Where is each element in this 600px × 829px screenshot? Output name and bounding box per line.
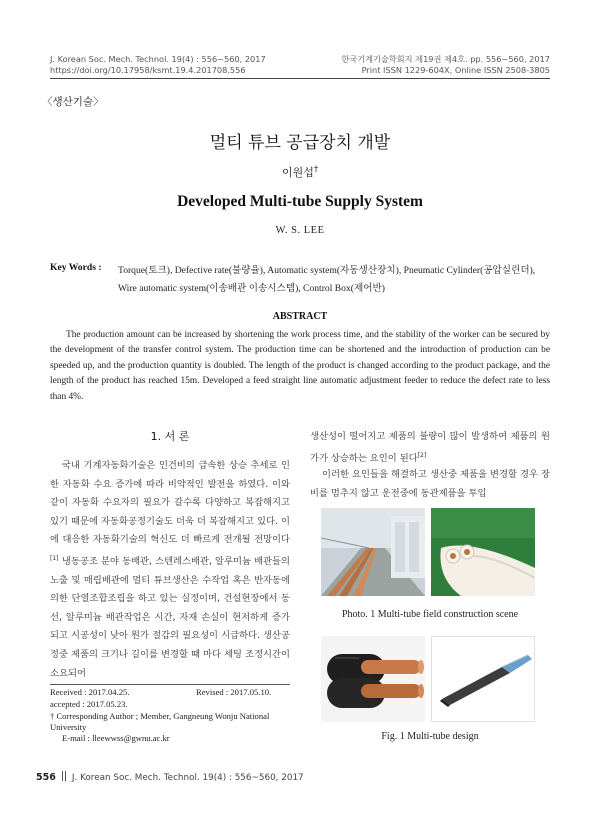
footer-separator — [62, 771, 66, 781]
photo-1-caption: Photo. 1 Multi-tube field construction scene — [341, 609, 519, 620]
footnote-rule — [50, 684, 290, 685]
right-paragraph-2: 이러한 요인들을 해결하고 생산중 제품을 변경할 경우 장비를 멈추지 않고 운전중에 동관제품을 투입 — [310, 469, 550, 499]
figure-1-caption: Fig. 1 Multi-tube design — [381, 731, 479, 742]
abstract-heading: ABSTRACT — [272, 311, 328, 322]
page-number: 556 — [36, 772, 56, 783]
intro-paragraph-1-text: 국내 기계자동화기술은 인건비의 급속한 상승 추세로 인한 자동화 수요 증가에 따라 비약적인 발전을 하였다. 이와 같이 자동화 수요자의 필요가 갈수록 다양하고 복잡해지고 있기 때문에 자동화공정기술도 더욱 더 복잡해지고 있다. 이에 대응한 자동화기술의 혁신도 더 빠르게 전개될 전망이다 — [50, 460, 290, 546]
doi-link[interactable]: https://doi.org/10.17958/ksmt.19.4.201708.556 — [50, 65, 246, 75]
page-footer — [36, 771, 304, 783]
figure-tube-cross-section — [321, 636, 425, 722]
keywords-label: Key Words : — [50, 262, 102, 273]
author-name: 이원섭 — [282, 166, 314, 179]
journal-citation-ko: 한국기계기술학회지 제19권 제4호. pp. 556~560, 2017 — [341, 54, 550, 64]
corresponding-mark-footnote: † — [50, 711, 55, 721]
email[interactable]: E-mail : lleewwss@gwnu.ac.kr — [62, 733, 170, 743]
author-korean — [0, 164, 600, 180]
title-korean: 멀티 튜브 공급장치 개발 — [209, 133, 391, 153]
photo-field-construction — [321, 508, 425, 596]
title-english: Developed Multi-tube Supply System — [177, 193, 423, 210]
right-paragraph-1 — [310, 428, 550, 468]
corresponding-mark: † — [313, 164, 318, 174]
received-date: Received : 2017.04.25. — [50, 687, 130, 697]
reference-1[interactable]: [1] — [50, 554, 59, 562]
intro-paragraph-2: 냉동공조 분야 동배관, 스텐레스배관, 알루미늄 배관들의 노출 및 매립배관에 멀티 튜브생산은 수작업 혹은 반자동에 의한 단열조합조립을 하고 있는 실정이며, 건설현장에서 동선, 알루미늄 배관작업은 시간, 자재 손실이 현저하게 증가되고 시공성이 낮아 원가 절감의 필요성이 시급하다. 생산공정중 제품의 크기나 길이를 변경할 때 마다 세팅 조정시간이 소요되어 — [50, 556, 290, 679]
abstract-text: The production amount can be increased by shortening the work process time, and the stability of the worker can be secured by the development of the transfer control system. The production time can be shortened and the introduction of production can be speeded up, and the production quantity is doubled. The length of the product is changed according to the product package, and the length of the product has reached 15m. Developed a feed straight line automatic adjustment feeder to reduce the defect rate to less than 4%. — [50, 330, 550, 402]
right-paragraph-1-text: 생산성이 떨어지고 제품의 불량이 많이 발생하여 제품의 원가가 상승하는 요인이 된다 — [310, 431, 550, 464]
photo-insulated-tubes — [431, 508, 535, 596]
figure-tube-3d-design — [431, 636, 535, 722]
section-heading-intro: 1. 서 론 — [150, 430, 190, 443]
accepted-date: accepted : 2017.05.23. — [50, 699, 128, 709]
journal-citation: J. Korean Soc. Mech. Technol. 19(4) : 556~560, 2017 — [50, 54, 266, 64]
footer-journal: J. Korean Soc. Mech. Technol. 19(4) : 556~560, 2017 — [71, 773, 304, 783]
corresponding-author-text: Corresponding Author ; Member, Gangneung Wonju National University — [50, 711, 270, 733]
section-tag: 〈생산기술〉 — [42, 96, 104, 108]
keywords-line1: Torque(토크), Defective rate(불량율), Automatic system(자동생산장치), Pneumatic Cylinder(공압실린더), — [118, 265, 536, 276]
author-english: W. S. LEE — [275, 225, 325, 236]
issn: Print ISSN 1229-604X, Online ISSN 2508-3805 — [361, 65, 550, 75]
header-rule — [50, 78, 550, 79]
reference-2[interactable]: [2] — [417, 451, 427, 459]
corresponding-author — [50, 711, 290, 734]
keywords-line2: Wire automatic system(이송배관 이송시스템), Control Box(제어반) — [118, 283, 385, 294]
revised-date: Revised : 2017.05.10. — [196, 687, 272, 697]
